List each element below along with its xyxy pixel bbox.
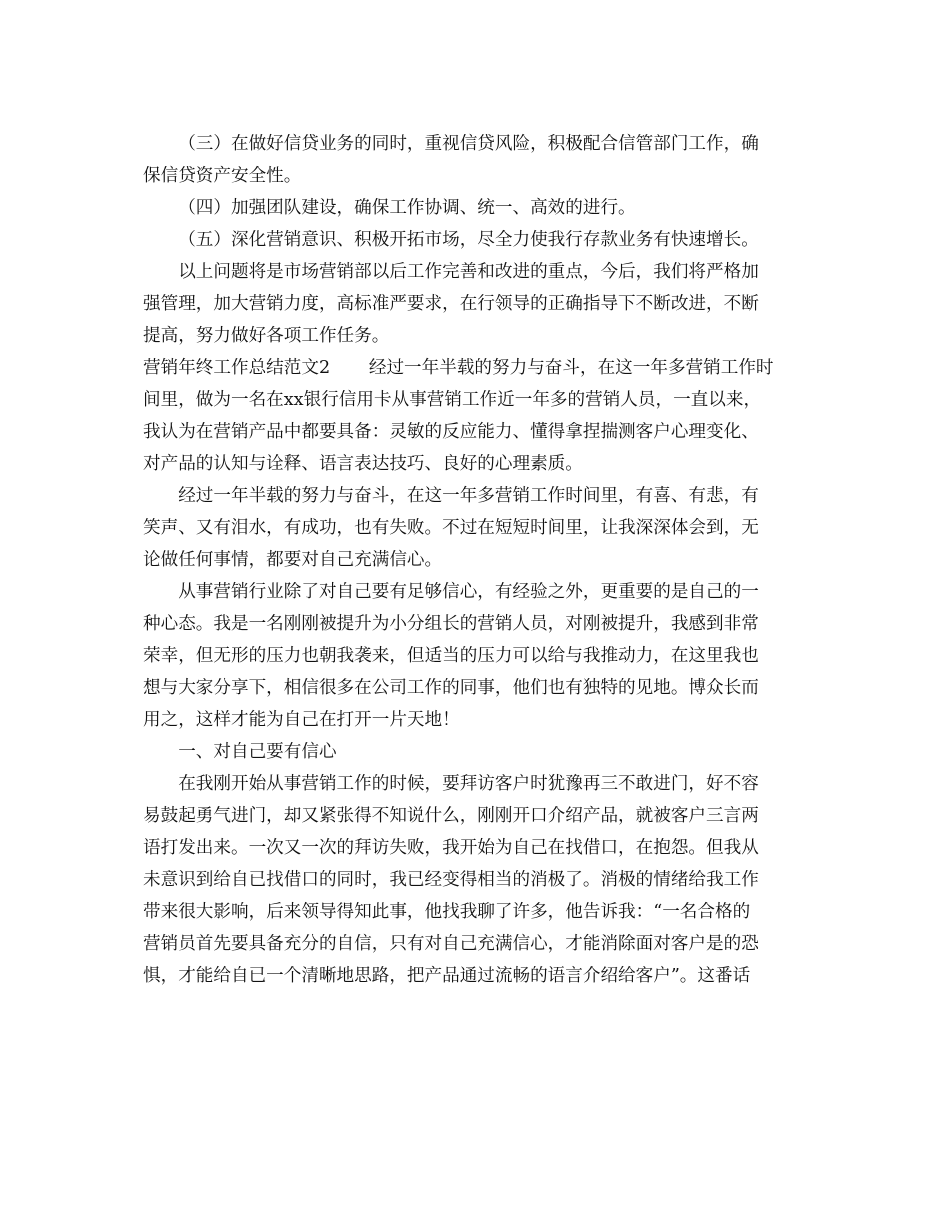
text-line: 惧，才能给自已一个清晰地思路，把产品通过流畅的语言介绍给客户”。这番话	[143, 966, 751, 986]
paragraph-confidence-heading	[143, 736, 806, 768]
text-line	[143, 352, 806, 384]
text-line: 对产品的认知与诠释、语言表达技巧、良好的心理素质。	[143, 454, 583, 474]
text-line: 荣幸，但无形的压力也朝我袭来，但适当的压力可以给与我推动力，在这里我也	[143, 646, 759, 666]
text-line: （三）在做好信贷业务的同时，重视信贷风险，积极配合信管部门工作，确	[178, 134, 759, 154]
text-line-content: 经过一年半载的努力与奋斗，在这一年多营销工作时	[368, 358, 774, 378]
paragraph-credit-risk	[143, 128, 806, 192]
text-line: 营销员首先要具备充分的自信，只有对自己充满信心，才能消除面对客户是的恐	[143, 934, 759, 954]
text-line: 语打发出来。一次又一次的拜访失败，我开始为自己在找借口，在抱怨。但我从	[143, 838, 759, 858]
text-line: 间里，做为一名在xx银行信用卡从事营销工作近一年多的营销人员，一直以来，	[143, 390, 762, 410]
paragraph-summary-sample-2	[143, 352, 806, 480]
paragraph-mindset	[143, 576, 806, 736]
text-line: 经过一年半载的努力与奋斗，在这一年多营销工作时间里，有喜、有悲，有	[178, 486, 759, 506]
text-line: （四）加强团队建设，确保工作协调、统一、高效的进行。	[178, 198, 636, 218]
text-line: 一、对自己要有信心	[178, 742, 337, 762]
paragraph-experience	[143, 480, 806, 576]
paragraph-early-career	[143, 768, 806, 992]
text-line: 以上问题将是市场营销部以后工作完善和改进的重点，今后，我们将严格加	[178, 262, 759, 282]
text-line: 论做任何事情，都要对自己充满信心。	[143, 550, 443, 570]
text-line: 想与大家分享下，相信很多在公司工作的同事，他们也有独特的见地。博众长而	[143, 678, 759, 698]
text-line: 未意识到给自已找借口的同时，我已经变得相当的消极了。消极的情绪给我工作	[143, 870, 759, 890]
section-heading: 营销年终工作总结范文2	[143, 358, 331, 378]
text-line: 从事营销行业除了对自己要有足够信心，有经验之外，更重要的是自己的一	[178, 582, 759, 602]
text-line: 易鼓起勇气进门，却又紧张得不知说什么，刚刚开口介绍产品，就被客户三言两	[143, 806, 759, 826]
text-line: 用之，这样才能为自己在打开一片天地！	[143, 710, 460, 730]
paragraph-team-building	[143, 192, 806, 224]
text-line: 笑声、又有泪水，有成功，也有失败。不过在短短时间里，让我深深体会到，无	[143, 518, 759, 538]
document-page	[143, 128, 806, 992]
text-line: （五）深化营销意识、积极开拓市场，尽全力使我行存款业务有快速增长。	[178, 230, 759, 250]
text-line: 保信贷资产安全性。	[143, 166, 302, 186]
text-line: 种心态。我是一名刚刚被提升为小分组长的营销人员，对刚被提升，我感到非常	[143, 614, 759, 634]
paragraph-future-focus	[143, 256, 806, 352]
text-line: 提高，努力做好各项工作任务。	[143, 326, 390, 346]
text-line: 我认为在营销产品中都要具备：灵敏的反应能力、懂得拿捏揣测客户心理变化、	[143, 422, 759, 442]
text-line: 在我刚开始从事营销工作的时候，要拜访客户时犹豫再三不敢进门，好不容	[178, 774, 759, 794]
paragraph-marketing-awareness	[143, 224, 806, 256]
text-line: 强管理，加大营销力度，高标准严要求，在行领导的正确指导下不断改进，不断	[143, 294, 759, 314]
text-line: 带来很大影响，后来领导得知此事，他找我聊了许多，他告诉我：“一名合格的	[143, 902, 751, 922]
